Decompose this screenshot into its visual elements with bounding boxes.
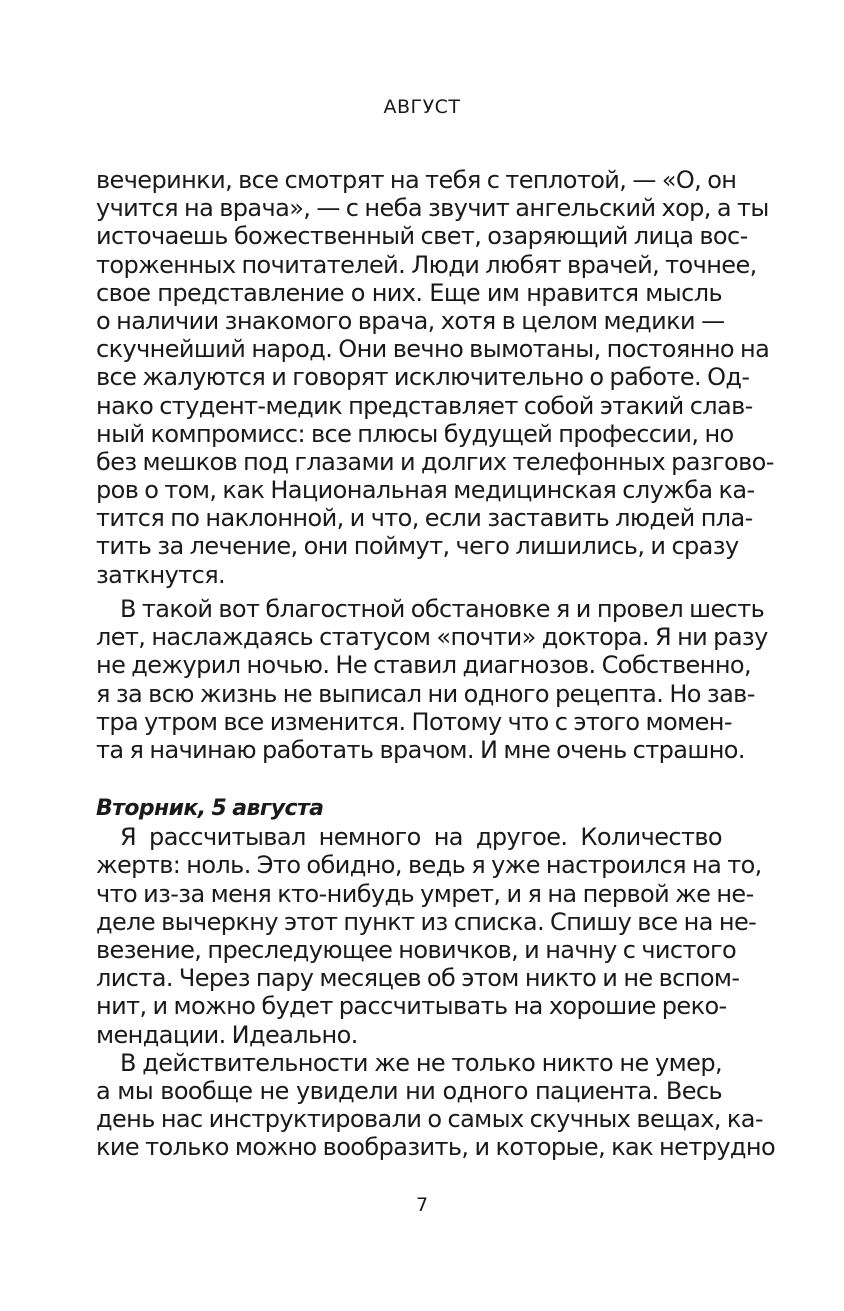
text-line: день нас инструктировали о самых скучных вещах, ка-: [96, 1105, 763, 1134]
text-line: ный компромисс: все плюсы будущей профессии, но: [96, 419, 734, 448]
text-line: В действительности же не только никто не умер,: [120, 1048, 722, 1077]
text-line: скучнейший народ. Они вечно вымотаны, постоянно на: [96, 335, 770, 364]
page-number: 7: [415, 1194, 429, 1216]
text-line: тра утром все изменится. Потому что с этого момен-: [96, 707, 732, 736]
text-line: что из-за меня кто-нибудь умрет, и я на первой же не-: [96, 879, 754, 908]
text-line: листа. Через пару месяцев об этом никто и не вспом-: [96, 964, 740, 993]
text-line: учится на врача», — с неба звучит ангельский хор, а ты: [96, 194, 769, 223]
text-line: торженных почитателей. Люди любят врачей, точнее,: [96, 250, 757, 279]
text-line: тится по наклонной, и что, если заставить людей пла-: [96, 504, 753, 533]
text-line: везение, преследующее новичков, и начну с чистого: [96, 935, 737, 964]
text-line: нако студент-медик представляет собой этакий слав-: [96, 391, 753, 420]
text-line: нит, и можно будет рассчитывать на хорошие реко-: [96, 992, 727, 1021]
text-line: я за всю жизнь не выписал ни одного рецепта. Но зав-: [96, 679, 755, 708]
text-line: В такой вот благостной обстановке я и провел шесть: [120, 595, 765, 623]
paragraph-1: [96, 166, 774, 589]
text-line: деле вычеркну этот пункт из списка. Спишу все на не-: [96, 907, 757, 936]
diary-entry: [96, 795, 776, 1162]
text-line: вечеринки, все смотрят на тебя с теплотой, — «О, он: [96, 166, 737, 194]
text-line: лет, наслаждаясь статусом «почти» доктора. Я ни разу: [96, 623, 768, 652]
entry-heading: Вторник, 5 августа: [96, 796, 324, 821]
text-line: без мешков под глазами и долгих телефонных разгово-: [96, 447, 774, 476]
text-line: жертв: ноль. Это обидно, ведь я уже настроился на то,: [96, 851, 762, 880]
text-line: Я рассчитывал немного на другое. Количество: [120, 823, 722, 852]
text-line: источаешь божественный свет, озаряющий лица вос-: [96, 222, 748, 251]
text-line: ров о том, как Национальная медицинская служба ка-: [96, 476, 755, 505]
running-head: АВГУСТ: [383, 96, 461, 118]
text-line: заткнутся.: [96, 560, 226, 589]
text-line: кие только можно вообразить, и которые, как нетрудно: [96, 1133, 776, 1162]
text-line: все жалуются и говорят исключительно о работе. Од-: [96, 363, 750, 392]
paragraph-2: [96, 595, 768, 764]
text-line: тить за лечение, они поймут, чего лишились, и сразу: [96, 532, 739, 561]
text-line: о наличии знакомого врача, хотя в целом медики —: [96, 306, 725, 335]
text-line: не дежурил ночью. Не ставил диагнозов. Собственно,: [96, 651, 752, 680]
text-line: мендации. Идеально.: [96, 1020, 358, 1049]
text-line: а мы вообще не увидели ни одного пациента. Весь: [96, 1076, 722, 1105]
text-line: та я начинаю работать врачом. И мне очень страшно.: [96, 735, 745, 764]
text-line: свое представление о них. Еще им нравится мысль: [96, 278, 722, 307]
